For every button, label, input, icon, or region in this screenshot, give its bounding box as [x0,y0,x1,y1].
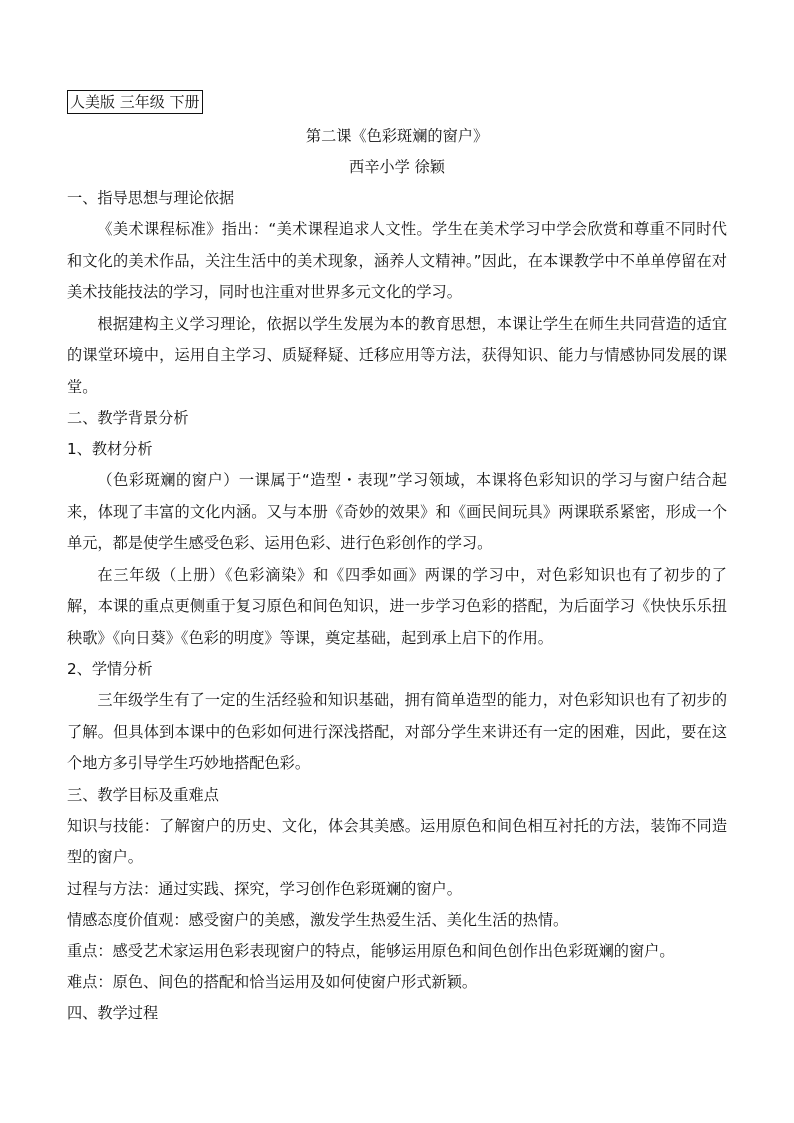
difficult-point: 难点：原色、间色的搭配和恰当运用及如何使窗户形式新颖。 [67,972,478,991]
lesson-title: 第二课《色彩斑斓的窗户》 [305,127,489,145]
key-point: 重点：感受艺术家运用色彩表现窗户的特点，能够运用原色和间色创作出色彩斑斓的窗户。 [67,941,675,960]
section-heading-4: 四、教学过程 [67,1003,159,1022]
paragraph-textbook-1: （色彩斑斓的窗户）一课属于“造型・表现”学习领域，本课将色彩知识的学习与窗户结合起来，体现了丰富的文化内涵。又与本册《奇妙的效果》和《画民间玩具》两课联系紧密，形成一个单元，都是使学生感受色彩、运用色彩、进行色彩创作的学习。 [67,471,727,552]
paragraph-student-analysis: 三年级学生有了一定的生活经验和知识基础，拥有简单造型的能力，对色彩知识也有了初步的了解。但具体到本课中的色彩如何进行深浅搭配，对部分学生来讲还有一定的困难，因此，要在这个地方多引导学生巧妙地搭配色彩。 [67,691,727,772]
paragraph-constructivism: 根据建构主义学习理论，依据以学生发展为本的教育思想，本课让学生在师生共同营造的适宜的课堂环境中，运用自主学习、质疑释疑、迁移应用等方法，获得知识、能力与情感协同发展的课堂。 [67,314,727,396]
section-heading-1: 一、指导思想与理论依据 [67,189,235,207]
section-heading-2: 二、教学背景分析 [67,409,189,427]
edition-label: 人美版 三年级 下册 [67,90,203,114]
author-line: 西辛小学 徐颖 [349,158,445,176]
paragraph-standards: 《美术课程标准》指出：“美术课程追求人文性。学生在美术学习中学会欣赏和尊重不同时代和文化的美术作品，关注生活中的美术现象，涵养人文精神。”因此，在本课教学中不单单停留在对美术技能技法的学习，同时也注重对世界多元文化的学习。 [67,220,727,301]
paragraph-textbook-2: 在三年级（上册）《色彩滴染》和《四季如画》两课的学习中，对色彩知识也有了初步的了解，本课的重点更侧重于复习原色和间色知识，进一步学习色彩的搭配，为后面学习《快快乐乐扭秧歌》《向日葵》《色彩的明度》等课，奠定基础，起到承上启下的作用。 [67,565,727,647]
subheading-textbook-analysis: 1、教材分析 [67,440,153,458]
subheading-student-analysis: 2、学情分析 [67,660,153,678]
goal-emotion-values: 情感态度价值观：感受窗户的美感，激发学生热爱生活、美化生活的热情。 [67,910,569,929]
goal-knowledge-skills: 知识与技能：了解窗户的历史、文化，体会其美感。运用原色和间色相互衬托的方法，装饰不同造型的窗户。 [67,816,727,866]
document-body [67,121,727,1029]
goal-process-method: 过程与方法：通过实践、探究，学习创作色彩斑斓的窗户。 [67,879,462,898]
section-heading-3: 三、教学目标及重难点 [67,785,219,804]
